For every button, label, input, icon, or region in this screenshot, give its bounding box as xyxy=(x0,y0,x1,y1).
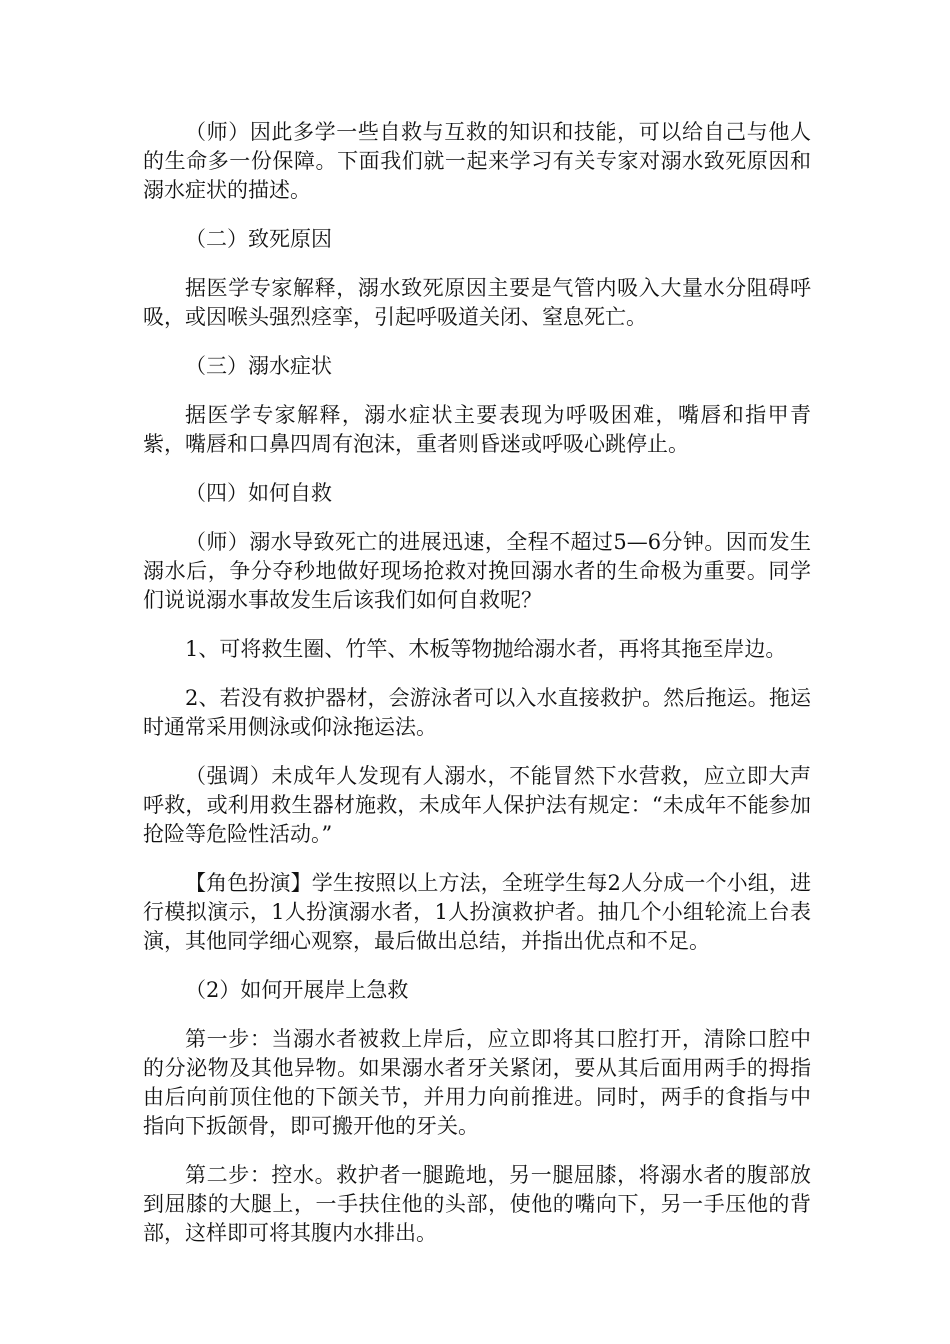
paragraph-symptoms: 据医学专家解释，溺水症状主要表现为呼吸困难，嘴唇和指甲青紫，嘴唇和口鼻四周有泡沫，重者则昏迷或呼吸心跳停止。 xyxy=(143,403,811,456)
heading-self-rescue: （四）如何自救 xyxy=(185,481,332,505)
paragraph-intro: （师）因此多学一些自救与互救的知识和技能，可以给自己与他人的生命多一份保障。下面我们就一起来学习有关专家对溺水致死原因和溺水症状的描述。 xyxy=(143,120,811,202)
paragraph-self-rescue: （师）溺水导致死亡的进展迅速，全程不超过5—6分钟。因而发生溺水后，争分夺秒地做好现场抢救对挽回溺水者的生命极为重要。同学们说说溺水事故发生后该我们如何自救呢？ xyxy=(143,530,811,612)
heading-shore-first-aid: （2）如何开展岸上急救 xyxy=(185,978,409,1002)
paragraph-emphasis: （强调）未成年人发现有人溺水，不能冒然下水营救，应立即大声呼救，或利用救生器材施救，未成年人保护法有规定：“未成年不能参加抢险等危险性活动。” xyxy=(143,764,811,846)
paragraph-cause-of-death: 据医学专家解释，溺水致死原因主要是气管内吸入大量水分阻碍呼吸，或因喉头强烈痉挛，引起呼吸道关闭、窒息死亡。 xyxy=(143,276,811,329)
heading-cause-of-death: （二）致死原因 xyxy=(185,227,332,251)
paragraph-role-play: 【角色扮演】学生按照以上方法，全班学生每2人分成一个小组，进行模拟演示，1人扮演溺水者，1人扮演救护者。抽几个小组轮流上台表演，其他同学细心观察，最后做出总结，并指出优点和不足。 xyxy=(143,871,811,953)
paragraph-method-1: 1、可将救生圈、竹竿、木板等物抛给溺水者，再将其拖至岸边。 xyxy=(185,637,787,661)
document-page xyxy=(143,118,811,1268)
paragraph-step-2: 第二步：控水。救护者一腿跪地，另一腿屈膝，将溺水者的腹部放到屈膝的大腿上，一手扶住他的头部，使他的嘴向下，另一手压他的背部，这样即可将其腹内水排出。 xyxy=(143,1163,811,1245)
heading-symptoms: （三）溺水症状 xyxy=(185,354,332,378)
paragraph-method-2: 2、若没有救护器材，会游泳者可以入水直接救护。然后拖运。拖运时通常采用侧泳或仰泳拖运法。 xyxy=(143,686,811,739)
paragraph-step-1: 第一步：当溺水者被救上岸后，应立即将其口腔打开，清除口腔中的分泌物及其他异物。如果溺水者牙关紧闭，要从其后面用两手的拇指由后向前顶住他的下颌关节，并用力向前推进。同时，两手的食指与中指向下扳颌骨，即可搬开他的牙关。 xyxy=(143,1027,811,1138)
